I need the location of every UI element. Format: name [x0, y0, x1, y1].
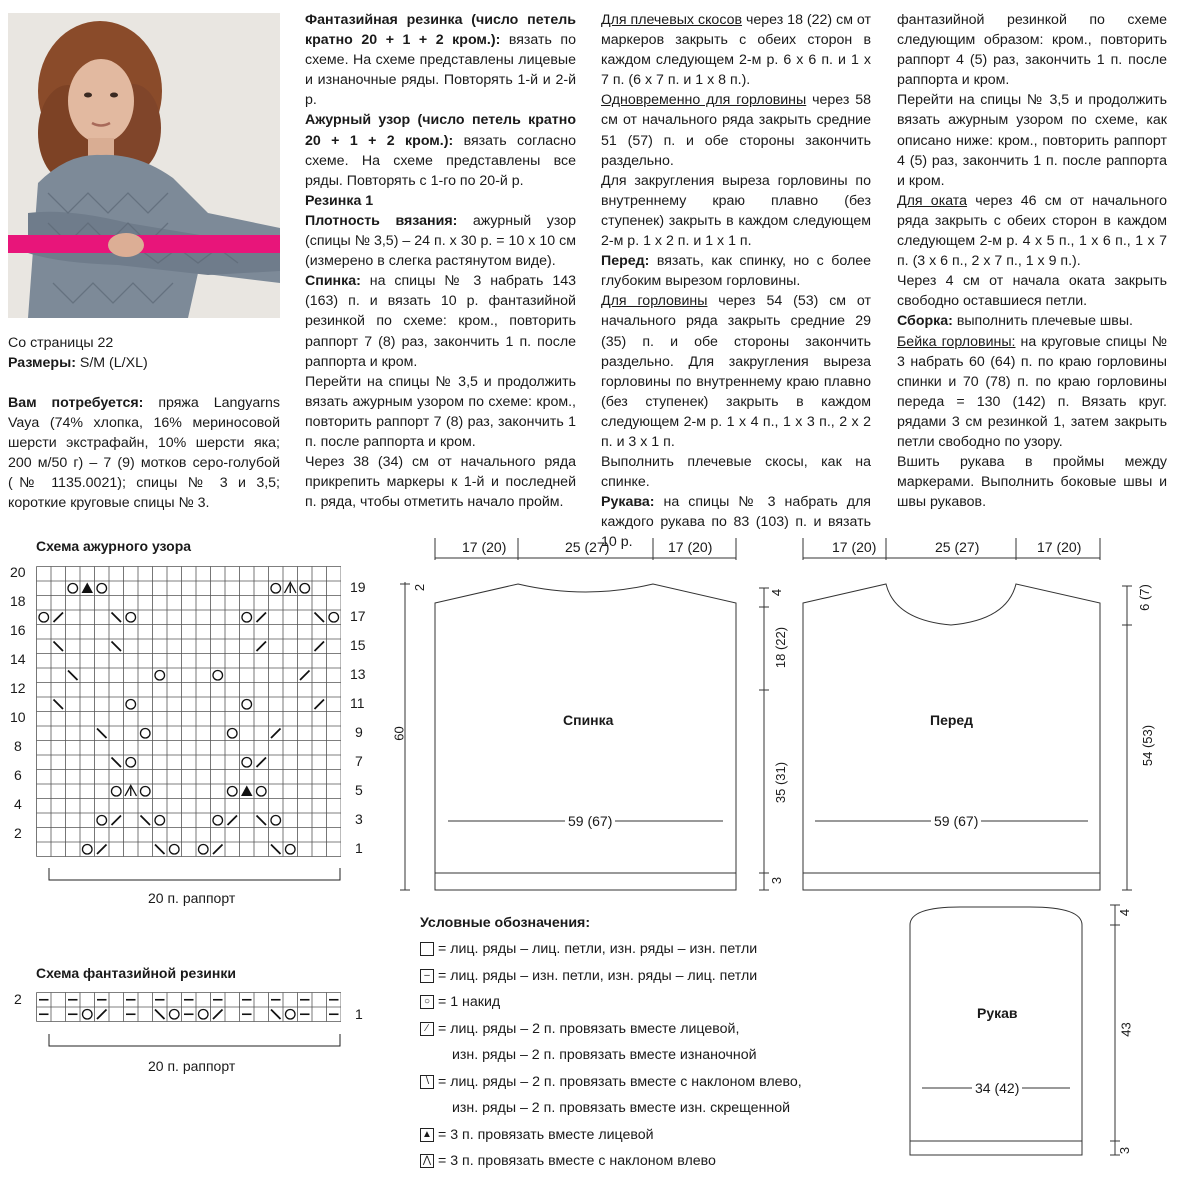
row-label: 9: [355, 724, 363, 740]
lace-heading: Ажурный узор (число петель кратно 20 + 1 + 2 кром.):: [305, 112, 576, 149]
front-width: 59 (67): [931, 813, 981, 829]
front-top-dim-3: 17 (20): [1037, 539, 1082, 555]
back-top-dim-1: 17 (20): [462, 539, 507, 555]
k2tog-symbol: [97, 1010, 107, 1020]
yarn-over-symbol: [169, 1009, 179, 1019]
back-side: 35 (31): [773, 761, 789, 804]
ssk-symbol: [271, 845, 281, 855]
sizes-label: Размеры:: [8, 355, 76, 371]
sleeves-heading: Рукава:: [601, 494, 655, 511]
yarn-over-symbol: [271, 583, 281, 593]
yarn-over-symbol: [82, 844, 92, 854]
lace-text: вязать согласно схеме. На схеме представлены все ряды. Повторять с 1-го по 20-й р.: [305, 132, 576, 189]
row-label: 12: [10, 680, 26, 696]
front-top-dim-2: 25 (27): [935, 539, 980, 555]
back-armhole: 18 (22): [773, 626, 789, 669]
materials-text: пряжа Langyarns Vaya (74% хлопка, 16% мериносовой шерсти экстрафайн, 10% шерсти яка; 200 м/50 г) – 7 (9) мотков серо-голубой (№ 1135.0021); спицы № 3 и 3,5; короткие круговые спицы № 3.: [8, 395, 280, 511]
row-label: 4: [14, 796, 22, 812]
row-label: 5: [355, 782, 363, 798]
front-schematic: [795, 530, 1165, 900]
legend-text: = 3 п. провязать вместе с наклоном влево: [438, 1153, 716, 1169]
sleeve-length: 43: [1118, 1022, 1134, 1037]
lace-repeat-label: 20 п. раппорт: [148, 890, 236, 906]
legend-item: [420, 936, 840, 963]
sleeve-cap: 4: [1117, 908, 1133, 917]
back-heading: Спинка:: [305, 273, 361, 290]
row-label: 10: [10, 709, 26, 725]
yarn-over-symbol: [227, 728, 237, 738]
yarn-over-symbol: [82, 1009, 92, 1019]
row-label: 8: [14, 738, 22, 754]
k2tog-symbol: [257, 613, 267, 623]
yarn-over-symbol: [329, 612, 339, 622]
intro-block: [8, 333, 280, 513]
neckband-text: на круговые спицы № 3 набрать 60 (64) п. по краю горловины спинки и 70 (78) п. по краю горловины переда = 130 (142) п. Вязать круг. рядами 3 см резинкой 1, затем закрыть петли свободно по узору.: [897, 333, 1167, 450]
yarn-over-symbol: [271, 815, 281, 825]
legend-text: = 1 накид: [438, 994, 501, 1010]
sleeve-label: Рукав: [977, 1005, 1018, 1021]
rib-row-label: 2: [14, 991, 22, 1007]
ssk-symbol: [315, 613, 325, 623]
back-label: Спинка: [563, 712, 614, 728]
row-label: 6: [14, 767, 22, 783]
cap-text: через 46 см от начального ряда закрыть с обеих сторон в каждом следующем 2-м р. 4 x 5 п., 1 x 6 п., 1 x 7 п. (3 x 6 п., 2 x 7 п., 1 x 9 п.).: [897, 192, 1168, 270]
fancy-rib-heading: Фантазийная резинка (число петель кратно 20 + 1 + 2 кром.):: [305, 12, 576, 49]
legend-text: = лиц. ряды – 2 п. провязать вместе лицевой,: [438, 1020, 740, 1037]
fancy-rib-text: вязать по схеме. На схеме представлены лицевые и изнаночные ряды. Повторять 1-й и 2-й р.: [305, 32, 576, 109]
sizes-value: S/M (L/XL): [75, 355, 148, 371]
row-label: 17: [350, 608, 366, 624]
yarn-over-symbol: [97, 583, 107, 593]
cap-bindoff-text: Через 4 см от начала оката закрыть свободно оставшиеся петли.: [897, 273, 1167, 310]
ssk-icon: ∖: [420, 1075, 434, 1089]
yarn-over-symbol: [285, 1009, 295, 1019]
k2tog-symbol: [112, 816, 122, 826]
neckband-heading: Бейка горловины:: [897, 333, 1016, 350]
k2tog-symbol: [315, 642, 325, 652]
legend-item: [420, 1069, 840, 1096]
front-neck-heading: Для горловины: [601, 293, 708, 310]
rib-chart-grid: [36, 992, 341, 1022]
rib-repeat-label: 20 п. раппорт: [148, 1058, 236, 1074]
yarn-over-symbol: [169, 844, 179, 854]
yarn-over-symbol: [140, 728, 150, 738]
legend-text: = лиц. ряды – изн. петли, изн. ряды – лиц. петли: [438, 967, 758, 984]
legend-item-cont: [420, 1095, 840, 1122]
back-top-dim-3: 17 (20): [668, 539, 713, 555]
yarn-over-symbol: [126, 699, 136, 709]
materials-label: Вам потребуется:: [8, 395, 144, 411]
sleeve-rib: 3: [1117, 1146, 1133, 1155]
legend-title: Условные обозначения:: [420, 915, 591, 931]
rib1-heading: Резинка 1: [305, 192, 374, 209]
blank-square-icon: [420, 942, 434, 956]
k2tog-symbol: [213, 845, 223, 855]
front-neck-drop: 6 (7): [1136, 584, 1152, 611]
lace-repeat-bracket: [48, 868, 342, 882]
front-shoulder-text: Выполнить плечевые скосы, как на спинке.: [601, 454, 871, 491]
row-label: 3: [355, 811, 363, 827]
yarn-over-symbol: [242, 757, 252, 767]
legend-text: = лиц. ряды – лиц. петли, изн. ряды – изн. петли: [438, 941, 758, 957]
legend-text: изн. ряды – 2 п. провязать вместе изнаночной: [452, 1047, 757, 1063]
rib-repeat-bracket: [48, 1034, 342, 1048]
legend-item: [420, 1122, 840, 1149]
back-rib: 3: [769, 876, 785, 885]
assembly-heading: Сборка:: [897, 313, 953, 330]
source-page: Со страницы 22: [8, 335, 114, 351]
gauge-text: ажурный узор (спицы № 3,5) – 24 п. x 30 р. = 10 x 10 см (измерено в слегка растянутом виде).: [305, 212, 576, 270]
sk2p-symbol: [125, 786, 137, 797]
back-neck-drop: 2: [412, 583, 428, 592]
ssk-symbol: [112, 758, 122, 768]
back-text: на спицы № 3 набрать 143 (163) п. и вязать 10 р. фантазийной резинкой по схеме: кром., повторить раппорт 7 (8) раз, закончить 1 п. после раппорта и кром.: [305, 273, 576, 370]
row-label: 20: [10, 564, 26, 580]
back-height: 60: [391, 726, 407, 741]
neck-heading: Одновременно для горловины: [601, 92, 807, 109]
front-height: 54 (53): [1140, 724, 1156, 767]
sleeve-width: 34 (42): [972, 1080, 1022, 1096]
row-label: 14: [10, 651, 26, 667]
yarn-over-symbol: [126, 612, 136, 622]
yarn-over-symbol: [198, 844, 208, 854]
row-label: 7: [355, 753, 363, 769]
k3tog-icon: ▲: [420, 1128, 434, 1142]
front-top-dim-1: 17 (20): [832, 539, 877, 555]
k2tog-symbol: [300, 671, 310, 681]
lace-chart-title: Схема ажурного узора: [36, 538, 192, 554]
ssk-symbol: [97, 729, 107, 739]
back-text-2: Перейти на спицы № 3,5 и продолжить вязать ажурным узором по схеме: кром., повторить раппорт 7 (8) раз, закончить 1 п. после раппорта и кром.: [305, 373, 576, 450]
dash-square-icon: –: [420, 969, 434, 983]
sleeve-rib-text: фантазийной резинкой по схеме следующим образом: кром., повторить раппорт 4 (5) раз, закончить 1 п. после раппорта и кром.: [897, 12, 1167, 89]
k2tog-symbol: [271, 729, 281, 739]
yarn-over-symbol: [227, 786, 237, 796]
yarn-over-symbol: [198, 1009, 208, 1019]
row-label: 18: [10, 593, 26, 609]
front-heading: Перед:: [601, 253, 650, 270]
finishing-text: Вшить рукава в проймы между маркерами. Выполнить боковые швы и швы рукавов.: [897, 454, 1167, 511]
front-text: вязать, как спинку, но с более глубоким вырезом горловины.: [601, 253, 871, 290]
lace-chart-grid: [36, 566, 341, 858]
front-neck-text: через 54 (53) см от начального ряда закрыть средние 29 (35) п. и обе стороны закончить раздельно. Для закругления выреза горловины по внутреннему краю плавно (без ступенек) закрыть в каждом следующем 2-м р. 1 x 4 п., 1 x 3 п., 2 x 2 п. и 3 x 1 п.: [601, 293, 871, 450]
sleeves-text: на спицы № 3 набрать для каждого рукава по 83 (103) п. и вязать 10 р.: [601, 494, 871, 551]
assembly-text: выполнить плечевые швы.: [952, 313, 1133, 330]
instructions-col-2: [305, 10, 576, 512]
ssk-symbol: [54, 700, 64, 710]
neck-text: через 58 см от начального ряда закрыть средние 51 (57) п. и обе стороны закончить раздельно.: [601, 92, 871, 169]
neck-round-text: Для закругления выреза горловины по внутреннему краю плавно (без ступенек) закрыть в каждом следующем 2-м р. 1 x 2 п. и 1 x 1 п.: [601, 172, 871, 250]
yarn-over-symbol: [256, 786, 266, 796]
sleeve-lace-text: Перейти на спицы № 3,5 и продолжить вязать ажурным узором по схеме, как описано ниже: кром., повторить раппорт 4 (5) раз, закончить 1 п. после раппорта и кром.: [897, 92, 1167, 189]
row-label: 15: [350, 637, 366, 653]
yarn-over-symbol: [213, 670, 223, 680]
k2tog-symbol: [97, 845, 107, 855]
k2tog-symbol: [213, 1010, 223, 1020]
legend-text: = 3 п. провязать вместе лицевой: [438, 1126, 654, 1143]
yarn-over-symbol: [155, 670, 165, 680]
ssk-symbol: [155, 1010, 165, 1020]
k2tog-symbol: [315, 700, 325, 710]
yarn-over-icon: ○: [420, 995, 434, 1009]
legend-item: [420, 1016, 840, 1043]
legend-text: = лиц. ряды – 2 п. провязать вместе с наклоном влево,: [438, 1073, 802, 1090]
yarn-over-symbol: [97, 815, 107, 825]
k2tog-symbol: [257, 758, 267, 768]
back-top-dim-2: 25 (27): [565, 539, 610, 555]
legend-item: [420, 1148, 840, 1175]
legend-item: [420, 963, 840, 990]
row-label: 2: [14, 825, 22, 841]
ssk-symbol: [112, 613, 122, 623]
shoulders-text: через 18 (22) см от маркеров закрыть с обеих сторон в каждом следующем 2-м р. 6 x 6 п. и 1 x 7 п. (6 x 7 п. и 1 x 8 п.).: [601, 12, 871, 89]
yarn-over-symbol: [242, 612, 252, 622]
sk2p-symbol: [285, 583, 297, 594]
k2tog-icon: ∕: [420, 1022, 434, 1036]
ssk-symbol: [112, 642, 122, 652]
k3tog-symbol: [241, 786, 253, 797]
legend: [420, 910, 840, 1175]
yarn-over-symbol: [155, 815, 165, 825]
yarn-over-symbol: [126, 757, 136, 767]
yarn-over-symbol: [140, 786, 150, 796]
legend-text: изн. ряды – 2 п. провязать вместе изн. скрещенной: [452, 1100, 791, 1116]
k2tog-symbol: [257, 642, 267, 652]
rib-chart-title: Схема фантазийной резинки: [36, 965, 236, 981]
back-shoulder-slope: 4: [769, 588, 785, 597]
ssk-symbol: [68, 671, 78, 681]
instructions-col-4: [897, 10, 1167, 512]
back-width: 59 (67): [565, 813, 615, 829]
gauge-heading: Плотность вязания:: [305, 212, 458, 229]
ssk-symbol: [155, 845, 165, 855]
cap-heading: Для оката: [897, 192, 968, 209]
row-label: 11: [350, 695, 365, 711]
instructions-col-3: [601, 10, 871, 553]
row-label: 13: [350, 666, 366, 682]
yarn-over-symbol: [68, 583, 78, 593]
back-text-3: Через 38 (34) см от начального ряда прикрепить маркеры к 1-й и последней п. ряда, чтобы отметить начало пройм.: [305, 454, 576, 511]
sk2p-icon: ⋀: [420, 1154, 434, 1168]
ssk-symbol: [141, 816, 151, 826]
yarn-over-symbol: [213, 815, 223, 825]
ssk-symbol: [54, 642, 64, 652]
yarn-over-symbol: [242, 699, 252, 709]
legend-item: [420, 989, 840, 1016]
row-label: 16: [10, 622, 26, 638]
front-label: Перед: [930, 712, 974, 728]
ssk-symbol: [271, 1010, 281, 1020]
shoulders-heading: Для плечевых скосов: [601, 12, 743, 28]
model-photo: [8, 13, 280, 318]
rib-row-label: 1: [355, 1006, 363, 1022]
k3tog-symbol: [82, 583, 94, 594]
row-label: 19: [350, 579, 366, 595]
row-label: 1: [355, 840, 363, 856]
legend-item-cont: [420, 1042, 840, 1069]
ssk-symbol: [257, 816, 267, 826]
k2tog-symbol: [228, 816, 238, 826]
yarn-over-symbol: [39, 612, 49, 622]
yarn-over-symbol: [285, 844, 295, 854]
k2tog-symbol: [54, 613, 64, 623]
yarn-over-symbol: [111, 786, 121, 796]
yarn-over-symbol: [300, 583, 310, 593]
